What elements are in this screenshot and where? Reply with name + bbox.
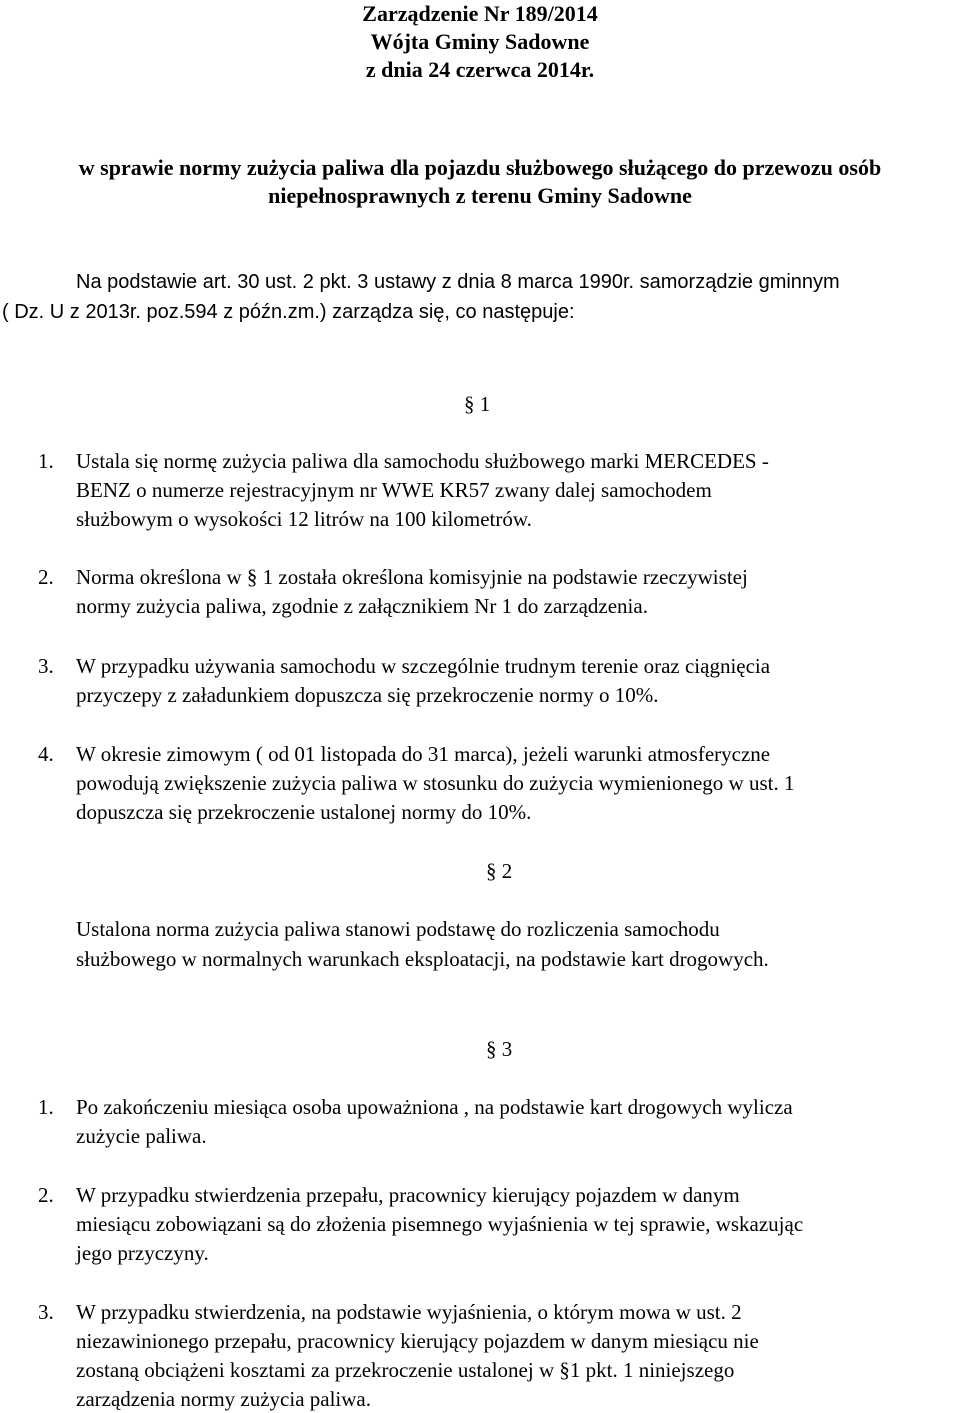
preamble-line-1: Na podstawie art. 30 ust. 2 pkt. 3 ustawy z dnia 8 marca 1990r. samorządzie gminnym [76,271,840,293]
s3-item-2-line-3: jego przyczyny. [76,1241,209,1265]
section-2-heading: § 2 [486,859,513,883]
s1-item-3-line-1: W przypadku używania samochodu w szczególnie trudnym terenie oraz ciągnięcia [76,654,771,678]
title-line-3: z dnia 24 czerwca 2014r. [365,57,595,82]
s3-item-2-line-1: W przypadku stwierdzenia przepału, pracownicy kierujący pojazdem w danym [76,1183,740,1207]
s3-item-1-line-2: zużycie paliwa. [76,1124,207,1148]
s3-item-1-number: 1. [38,1095,54,1119]
s1-item-2-number: 2. [38,565,54,589]
title-line-1: Zarządzenie Nr 189/2014 [362,1,598,26]
s3-item-3-line-4: zarządzenia normy zużycia paliwa. [76,1387,371,1411]
s1-item-3-line-2: przyczepy z załadunkiem dopuszcza się przekroczenie normy o 10%. [76,683,659,707]
s3-item-3-line-2: niezawinionego przepału, pracownicy kierujący pojazdem w danym miesiącu nie [76,1329,759,1353]
s1-item-3-number: 3. [38,654,54,678]
s2-line-1: Ustalona norma zużycia paliwa stanowi podstawę do rozliczenia samochodu [76,917,720,941]
subject-line-1: w sprawie normy zużycia paliwa dla pojazdu służbowego służącego do przewozu osób [78,155,882,180]
title-line-2: Wójta Gminy Sadowne [370,29,590,54]
section-3-heading: § 3 [486,1037,513,1061]
s1-item-4-line-1: W okresie zimowym ( od 01 listopada do 31 marca), jeżeli warunki atmosferyczne [76,742,771,766]
s3-item-3-line-1: W przypadku stwierdzenia, na podstawie wyjaśnienia, o którym mowa w ust. 2 [76,1300,742,1324]
s3-item-3-line-3: zostaną obciążeni kosztami za przekroczenie ustalonej w §1 pkt. 1 niniejszego [76,1358,735,1382]
subject-line-2: niepełnosprawnych z terenu Gminy Sadowne [268,183,692,208]
s1-item-4-number: 4. [38,742,54,766]
section-1-heading: § 1 [464,392,491,416]
s3-item-2-line-2: miesiącu zobowiązani są do złożenia pisemnego wyjaśnienia w tej sprawie, wskazując [76,1212,804,1236]
s3-item-3-number: 3. [38,1300,54,1324]
s2-line-2: służbowego w normalnych warunkach eksploatacji, na podstawie kart drogowych. [76,947,769,971]
s1-item-1-line-2: BENZ o numerze rejestracyjnym nr WWE KR57 zwany dalej samochodem [76,478,712,502]
s1-item-4-line-3: dopuszcza się przekroczenie ustalonej normy do 10%. [76,800,532,824]
s3-item-1-line-1: Po zakończeniu miesiąca osoba upoważniona , na podstawie kart drogowych wylicza [76,1095,793,1119]
s1-item-2-line-1: Norma określona w § 1 została określona komisyjnie na podstawie rzeczywistej [76,565,748,589]
s1-item-1-line-3: służbowym o wysokości 12 litrów na 100 kilometrów. [76,507,532,531]
s1-item-4-line-2: powodują zwiększenie zużycia paliwa w stosunku do zużycia wymienionego w ust. 1 [76,771,795,795]
s3-item-2-number: 2. [38,1183,54,1207]
s1-item-2-line-2: normy zużycia paliwa, zgodnie z załącznikiem Nr 1 do zarządzenia. [76,594,648,618]
preamble-line-2: ( Dz. U z 2013r. poz.594 z późn.zm.) zarządza się, co następuje: [2,301,575,323]
s1-item-1-line-1: Ustala się normę zużycia paliwa dla samochodu służbowego marki MERCEDES - [76,449,769,473]
s1-item-1-number: 1. [38,449,54,473]
